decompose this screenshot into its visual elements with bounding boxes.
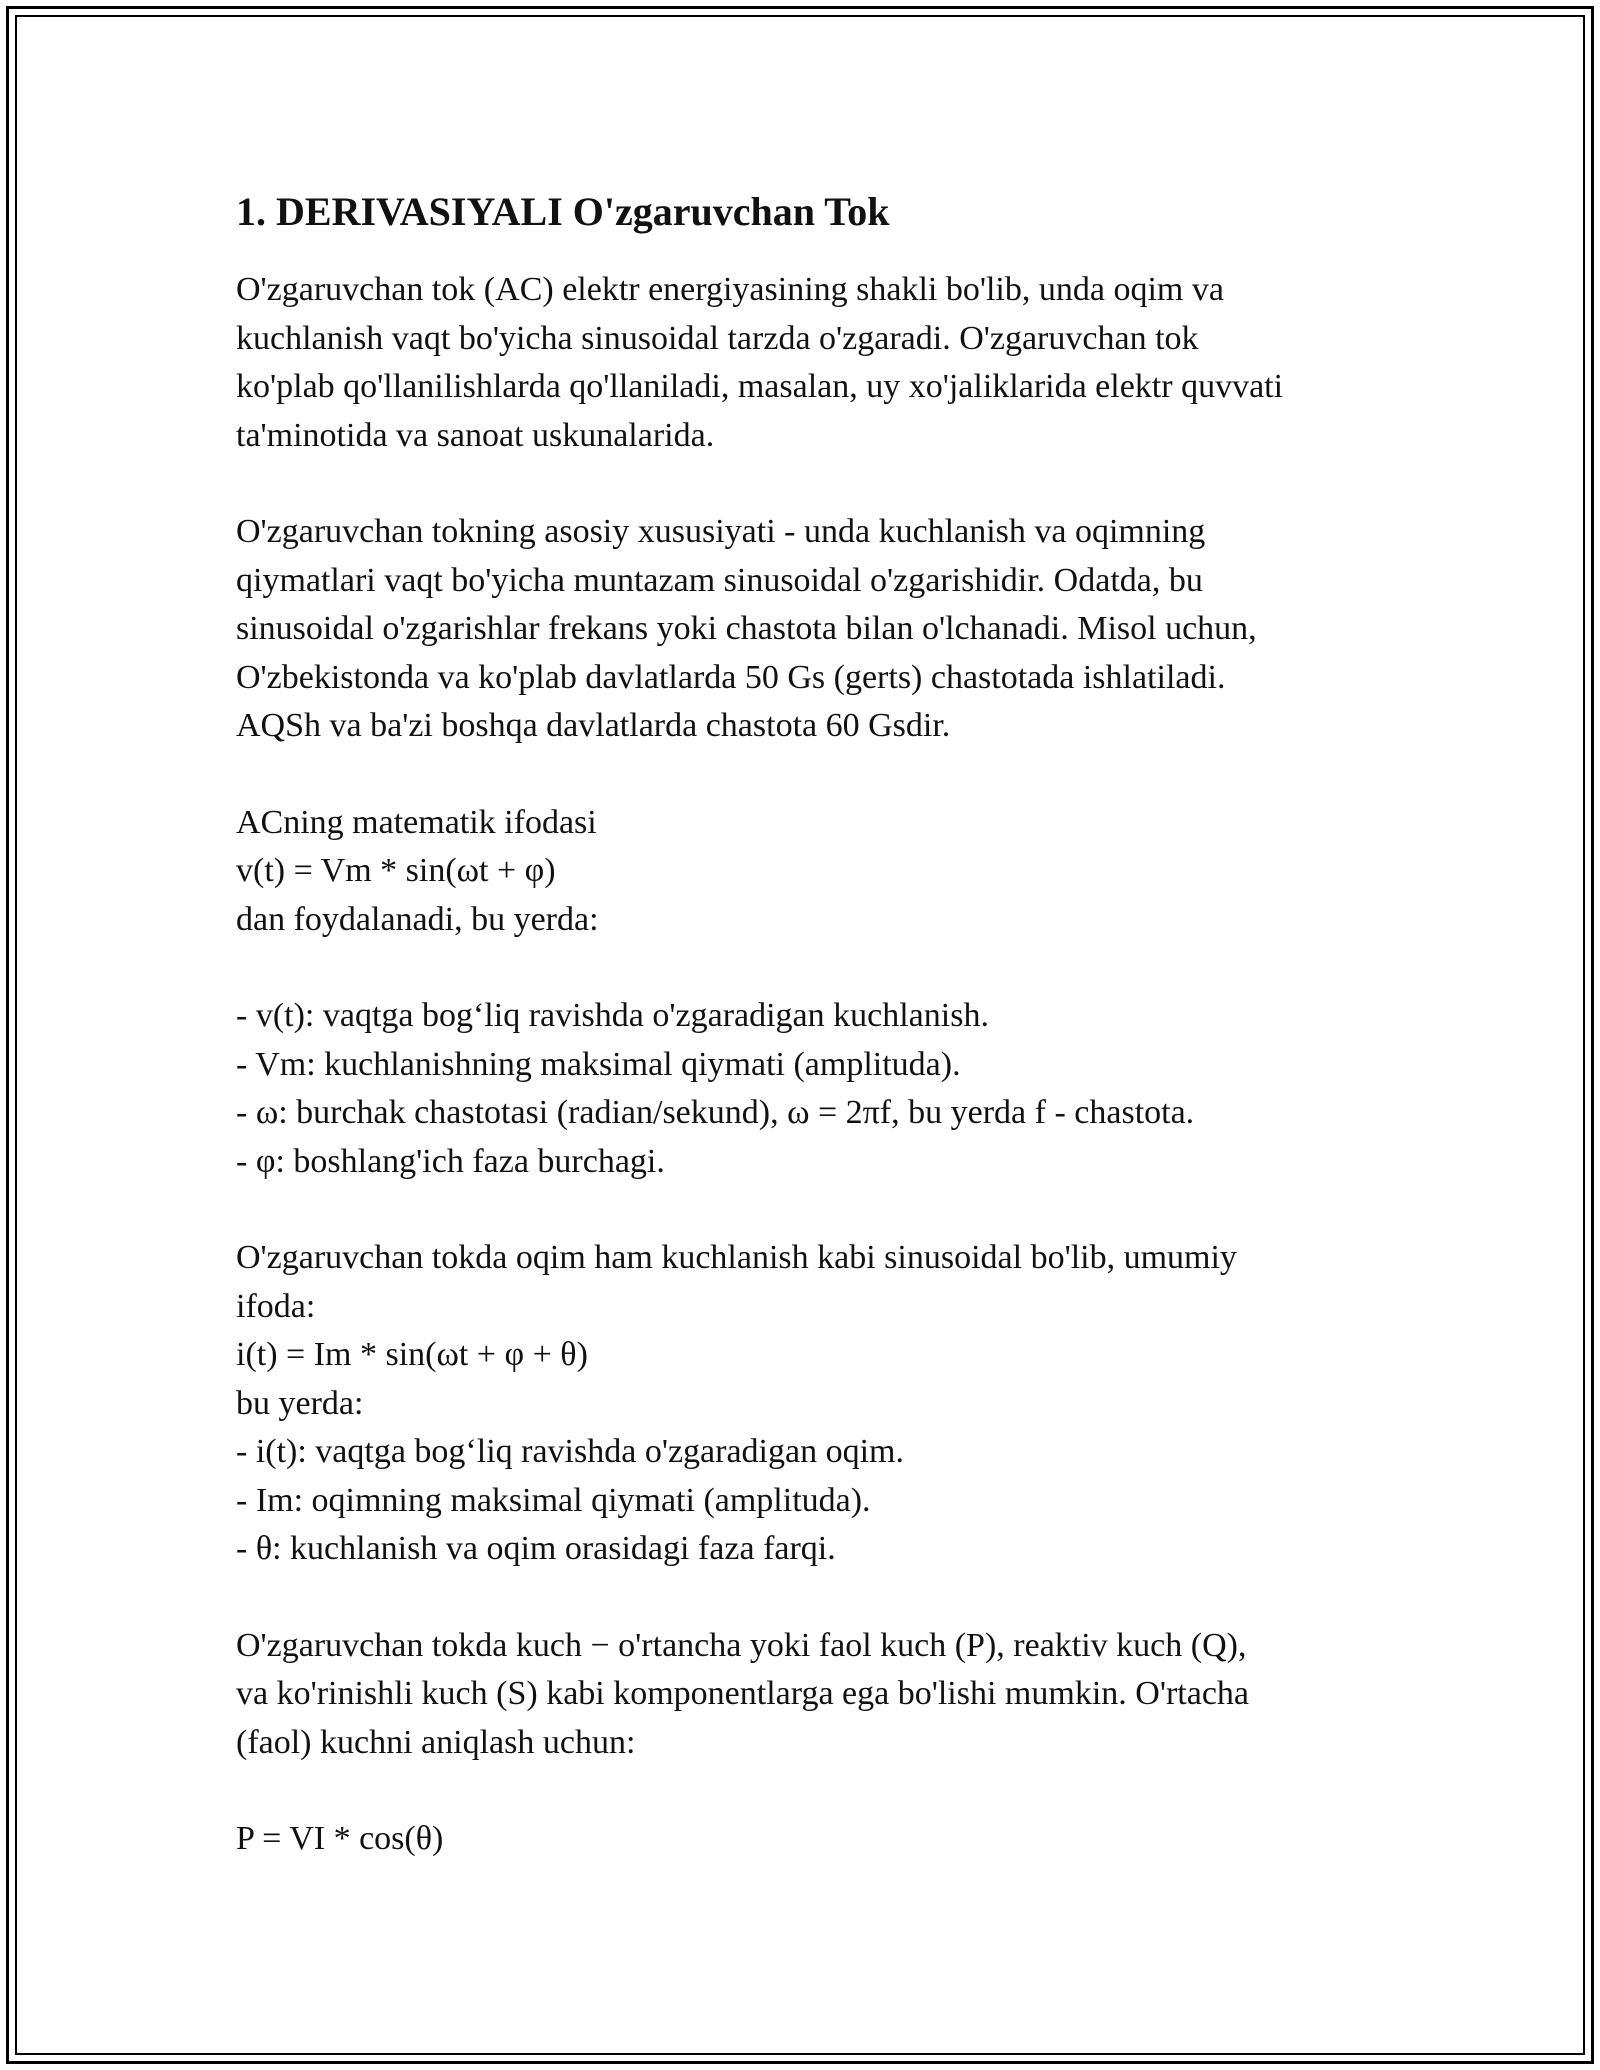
paragraph-current-formula	[236, 1234, 1386, 1574]
list-item: - i(t): vaqtga bog‘liq ravishda o'zgaradigan oqim.	[236, 1433, 904, 1470]
list-item: - φ: boshlang'ich faza burchagi.	[236, 1142, 665, 1180]
paragraph-main-property	[236, 508, 1386, 751]
text-line: O'zgaruvchan tokda oqim ham kuchlanish kabi sinusoidal bo'lib, umumiy	[236, 1239, 1237, 1276]
text-line: ta'minotida va sanoat uskunalarida.	[236, 416, 715, 454]
list-item: - Im: oqimning maksimal qiymati (amplituda).	[236, 1481, 871, 1519]
text-line: va ko'rinishli kuch (S) kabi komponentlarga ega bo'lishi mumkin. O'rtacha	[236, 1675, 1249, 1712]
paragraph-voltage-formula	[236, 799, 1386, 945]
text-line: dan foydalanadi, bu yerda:	[236, 900, 599, 938]
formula-line: i(t) = Im * sin(ωt + φ + θ)	[236, 1336, 588, 1373]
list-item: - v(t): vaqtga bog‘liq ravishda o'zgaradigan kuchlanish.	[236, 997, 989, 1034]
paragraph-intro	[236, 266, 1386, 460]
list-item: - θ: kuchlanish va oqim orasidagi faza farqi.	[236, 1530, 836, 1567]
text-line: ifoda:	[236, 1287, 316, 1325]
text-line: O'zgaruvchan tok (AC) elektr energiyasining shakli bo'lib, unda oqim va	[236, 271, 1224, 308]
text-line: bu yerda:	[236, 1384, 364, 1422]
text-line: O'zgaruvchan tokning asosiy xususiyati - unda kuchlanish va oqimning	[236, 513, 1206, 550]
formula-line: P = VI * cos(θ)	[236, 1820, 444, 1857]
text-line: (faol) kuchni aniqlash uchun:	[236, 1723, 636, 1761]
paragraph-power	[236, 1622, 1386, 1768]
text-line: ACning matematik ifodasi	[236, 803, 597, 841]
list-item: - Vm: kuchlanishning maksimal qiymati (amplituda).	[236, 1045, 961, 1083]
paragraph-voltage-terms	[236, 992, 1386, 1186]
text-line: ko'plab qo'llanilishlarda qo'llaniladi, masalan, uy xo'jaliklarida elektr quvvati	[236, 368, 1284, 405]
paragraph-power-formula	[236, 1815, 1386, 1864]
page-title: 1. DERIVASIYALI O'zgaruvchan Tok	[236, 189, 890, 234]
text-line: O'zbekistonda va ko'plab davlatlarda 50 Gs (gerts) chastotada ishlatiladi.	[236, 658, 1226, 696]
list-item: - ω: burchak chastotasi (radian/sekund), ω = 2πf, bu yerda f - chastota.	[236, 1094, 1195, 1131]
document-body	[236, 182, 1386, 1912]
text-line: O'zgaruvchan tokda kuch − o'rtancha yoki faol kuch (P), reaktiv kuch (Q),	[236, 1626, 1247, 1664]
text-line: qiymatlari vaqt bo'yicha muntazam sinusoidal o'zgarishidir. Odatda, bu	[236, 561, 1203, 599]
text-line: AQSh va ba'zi boshqa davlatlarda chastota 60 Gsdir.	[236, 707, 951, 744]
text-line: kuchlanish vaqt bo'yicha sinusoidal tarzda o'zgaradi. O'zgaruvchan tok	[236, 319, 1199, 357]
text-line: sinusoidal o'zgarishlar frekans yoki chastota bilan o'lchanadi. Misol uchun,	[236, 610, 1257, 647]
formula-line: v(t) = Vm * sin(ωt + φ)	[236, 852, 556, 889]
